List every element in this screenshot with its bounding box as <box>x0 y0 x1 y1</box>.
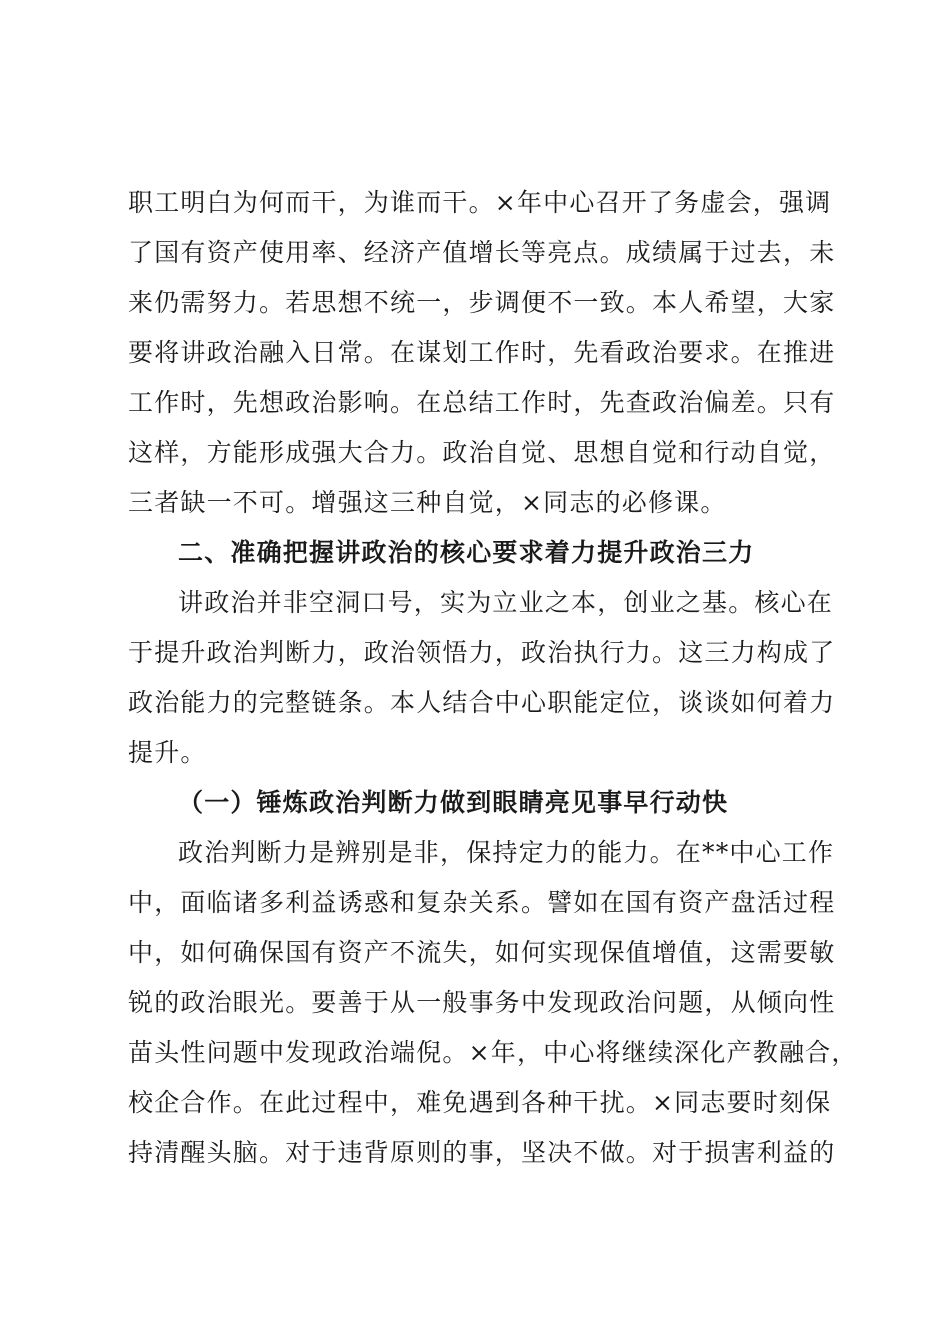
paragraph-line: 要将讲政治融入日常。在谋划工作时，先看政治要求。在推进 <box>128 338 836 367</box>
paragraph-line: 提升。 <box>128 738 207 767</box>
paragraph-line: 于提升政治判断力，政治领悟力，政治执行力。这三力构成了 <box>128 638 836 667</box>
paragraph-line: 职工明白为何而干，为谁而干。×年中心召开了务虚会，强调 <box>128 188 832 217</box>
paragraph-line: 中，面临诸多利益诱惑和复杂关系。譬如在国有资产盘活过程 <box>128 888 836 917</box>
paragraph-line: 锐的政治眼光。要善于从一般事务中发现政治问题，从倾向性 <box>128 988 836 1017</box>
document-body <box>128 178 858 1178</box>
sub-heading: （一）锤炼政治判断力做到眼睛亮见事早行动快 <box>178 788 729 817</box>
paragraph-line: 政治判断力是辨别是非，保持定力的能力。在**中心工作 <box>178 838 835 867</box>
paragraph-line: 中，如何确保国有资产不流失，如何实现保值增值，这需要敏 <box>128 938 836 967</box>
paragraph-line: 讲政治并非空洞口号，实为立业之本，创业之基。核心在 <box>178 588 834 617</box>
paragraph-line: 政治能力的完整链条。本人结合中心职能定位，谈谈如何着力 <box>128 688 836 717</box>
paragraph-line: 三者缺一不可。增强这三种自觉，×同志的必修课。 <box>128 488 727 517</box>
paragraph-line: 工作时，先想政治影响。在总结工作时，先查政治偏差。只有 <box>128 388 836 417</box>
paragraph-line: 这样，方能形成强大合力。政治自觉、思想自觉和行动自觉， <box>128 438 836 467</box>
paragraph-line: 持清醒头脑。对于违背原则的事，坚决不做。对于损害利益的 <box>128 1138 836 1167</box>
paragraph-line: 校企合作。在此过程中，难免遇到各种干扰。×同志要时刻保 <box>128 1088 832 1117</box>
paragraph-line: 了国有资产使用率、经济产值增长等亮点。成绩属于过去，未 <box>128 238 836 267</box>
section-heading: 二、准确把握讲政治的核心要求着力提升政治三力 <box>178 538 755 567</box>
paragraph-line: 来仍需努力。若思想不统一，步调便不一致。本人希望，大家 <box>128 288 836 317</box>
paragraph-line: 苗头性问题中发现政治端倪。×年，中心将继续深化产教融合， <box>128 1038 858 1067</box>
